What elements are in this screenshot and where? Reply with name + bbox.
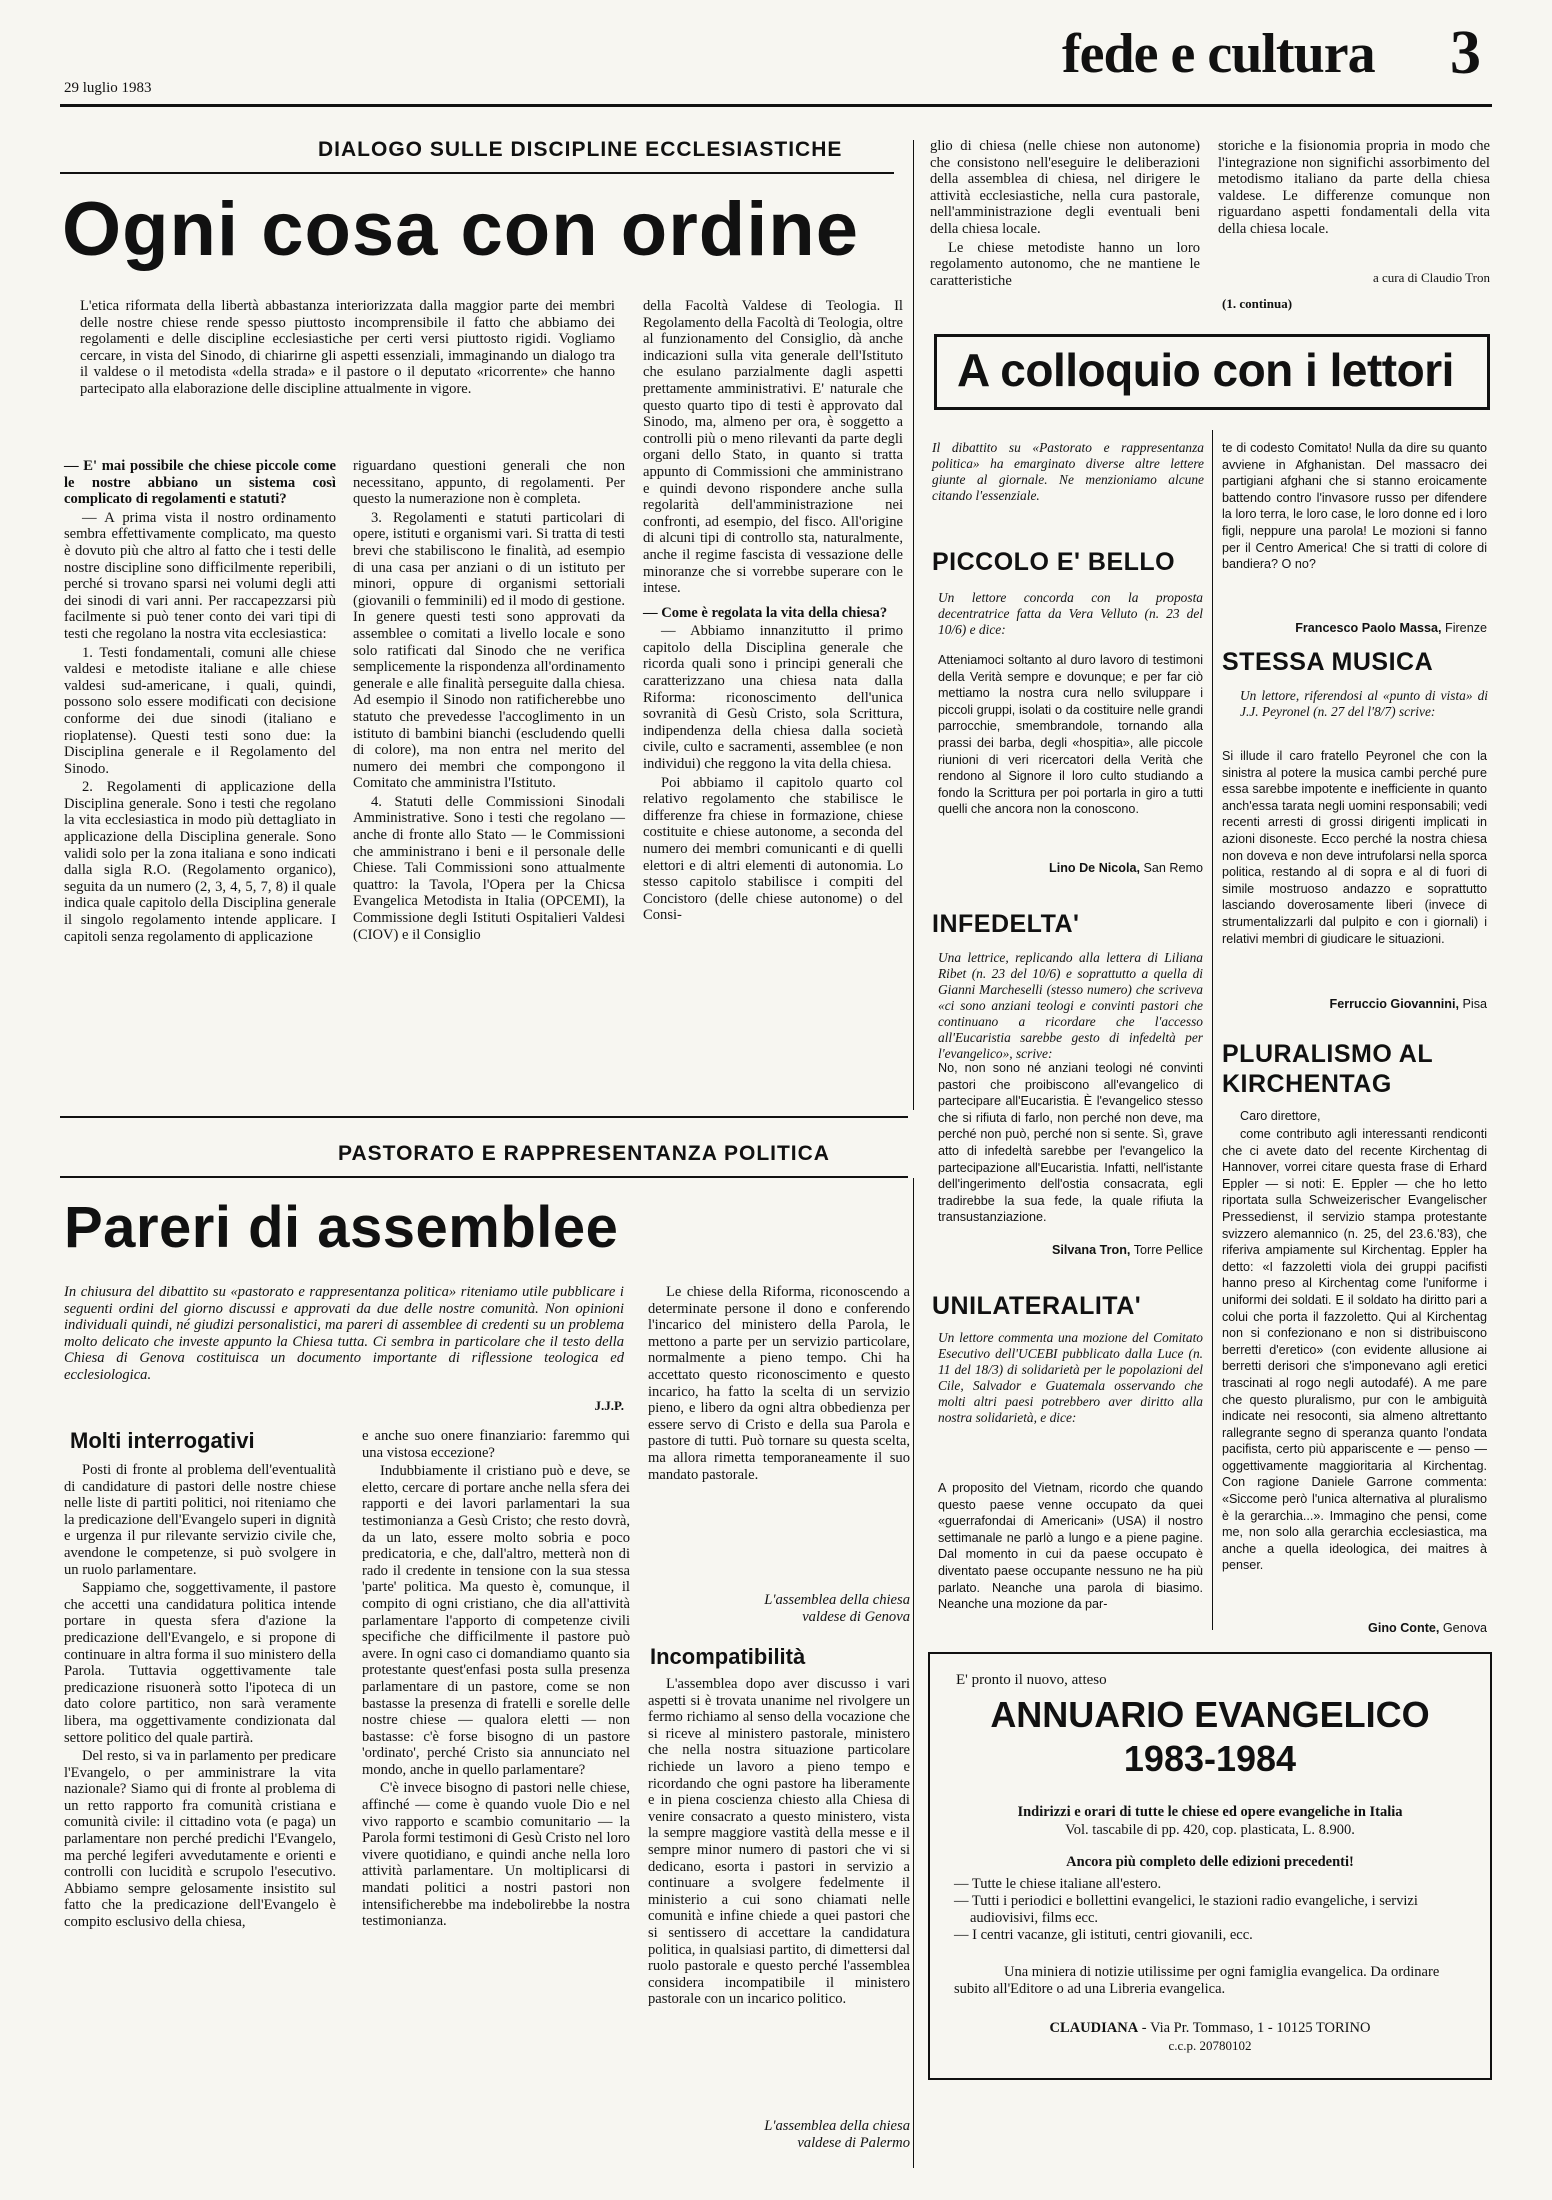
article2-sub1: Molti interrogativi xyxy=(70,1428,255,1453)
signature-line: valdese di Palermo xyxy=(797,2134,910,2151)
ad-line3: Una miniera di notizie utilissime per ogni famiglia evangelica. Da ordinare subito all'Editore o ad una Libreria evangelica. xyxy=(954,1964,1440,1997)
ad-bold1: Indirizzi e orari di tutte le chiese ed opere evangeliche in Italia xyxy=(1017,1804,1403,1820)
paragraph: storiche e la fisionomia propria in modo che l'integrazione non significhi assorbimento del metodismo italiano da parte della chiesa valdese. Le differenze comunque non riguardano aspetti fondamentali della vita della chiesa locale. xyxy=(1218,138,1490,237)
paragraph: Posti di fronte al problema dell'eventualità di candidature di pastori delle nostre chiese nelle liste di partiti politici, noi riteniamo che la predicazione dell'Evangelo superi in dignità e urgenza il pur rilevante servizio civile che, avendone le competenze, si può svolgere in un ruolo parlamentare. xyxy=(64,1462,336,1578)
article1-col5 xyxy=(1218,138,1490,240)
stessa-body: Si illude il caro fratello Peyronel che con la sinistra al potere la musica cambi perché pure essa sarebbe impotente e inefficiente in quanto anch'essa tarata negli uomini responsabili; vedi recenti arresti di grossi dirigenti implicati in azioni disoneste. Ecco perché la nostra chiesa non doveva e non deve intrufolarsi nella sporca politica, restando al di sopra e al di fuori di simile mostruoso andazzo e soprattutto lasciando doverosamente liberi (invece di strumentalizzarli dal pulpito e con i giornali) i relativi membri di giudicare le situazioni. xyxy=(1222,749,1487,946)
signature-place: Genova xyxy=(1442,1621,1487,1635)
infedelta-heading: INFEDELTA' xyxy=(932,910,1080,938)
piccolo-heading: PICCOLO E' BELLO xyxy=(932,548,1176,576)
article1-kicker-rule xyxy=(60,172,894,174)
letters-title: A colloquio con i lettori xyxy=(957,344,1454,396)
article2-kicker: PASTORATO E RAPPRESENTANZA POLITICA xyxy=(338,1142,830,1165)
paragraph: glio di chiesa (nelle chiese non autonome) che consistono nell'eseguire le deliberazioni della assemblea di chiesa, nel dirigere le attività ecclesiastiche, nella cura pastorale, nell'amministrazione degli eventuali beni della chiesa locale. xyxy=(930,138,1200,237)
paragraph: Sappiamo che, soggettivamente, il pastore che accetti una candidatura politica intende portare in questa sfera d'azione la predicazione dell'Evangelo, e si propone di continuare in altra forma il suo ministero della Parola. Tuttavia oggettivamente tale predicazione risuonerà sotto l'ipoteca di un dato colore partitico, non sarà veramente libera, ma oggettivamente condizionata dal settore politico del quale partirà. xyxy=(64,1580,336,1746)
paragraph: — Abbiamo innanzitutto il primo capitolo della Disciplina generale che ricorda quali sono i principi generali che caratterizzano una chiesa nata dalla Riforma: riconoscimento dell'unica sovranità di Gesù Cristo, sola Scrittura, indipendenza della chiesa dalla società civile, culto e sacramenti, assemblee (e non individui) che reggono la vita della chiesa. xyxy=(643,623,903,773)
signature-name: Lino De Nicola, xyxy=(1049,861,1140,875)
pluralismo-heading-line2: KIRCHENTAG xyxy=(1222,1070,1392,1098)
paragraph: C'è invece bisogno di pastori nelle chiese, affinché — come è quando vuole Dio e nel vivo rapporto e scambio comunitario — la Parola formi testimoni di Gesù Cristo nel loro vivere quotidiano, e quindi anche nella loro attività parlamentare. Un moltiplicarsi di mandati politici a nostri pastori non intensificherebbe ma indebolirebbe la nostra testimonianza. xyxy=(362,1780,630,1930)
ad-list xyxy=(954,1876,1466,1944)
article2-divider xyxy=(913,1178,914,2168)
stessa-heading: STESSA MUSICA xyxy=(1222,648,1434,676)
infedelta-body: No, non sono né anziani teologi né convinti pastori che proibiscono all'evangelico di partecipare all'Eucaristia. È l'evangelico stesso che si rifiuta di farlo, non perché non deve, ma perché non può, perché non si sente. Sì, grave atto di infedeltà sarebbe per l'evangelico la partecipazione all'Eucaristia. Infatti, nell'istante dell'ingerimento dell'ostia consacrata, egli tradirebbe la sua fede, la quale rifiuta la transustanziazione. xyxy=(938,1061,1203,1225)
paragraph: 4. Statuti delle Commissioni Sinodali Amministrative. Sono i testi che regolano — anche di fronte allo Stato — le Commissioni che amministrano i beni e il personale delle Chiese. Tali Commissioni sono attualmente quattro: la Tavola, l'Opera per la Chicsa Evangelica Metodista in Italia (OPCEMI), la Commissione degli Istituti Ospitalieri Valdesi (CIOV) e il Consiglio xyxy=(353,793,625,943)
ad-title-1: ANNUARIO EVANGELICO xyxy=(990,1694,1430,1735)
page-number: 3 xyxy=(1450,19,1481,87)
stessa-signature xyxy=(1222,996,1487,1013)
paragraph: e anche suo onere finanziario: faremmo qui una vistosa eccezione? xyxy=(362,1428,630,1461)
article1-title: Ogni cosa con ordine xyxy=(62,187,859,272)
pluralismo-heading-line1: PLURALISMO AL xyxy=(1222,1040,1434,1068)
article2-col3b-sig xyxy=(648,2118,910,2151)
ad-publisher: CLAUDIANA xyxy=(1049,2020,1139,2036)
article2-intro: In chiusura del dibattito su «pastorato e rappresentanza politica» riteniamo utile pubblicare i seguenti ordini del giorno discussi e approvati da due delle nostre comunità. Non opinioni individuali quindi, né giudizi personalistici, ma pareri di assemblee di credenti su un problema molto delicato che investe appunto la Chiesa tutta. Ci sembra in particolare che il testo della Chiesa di Genova costituisca un documento importante di riflessione teologica ed ecclesiologica. xyxy=(64,1284,624,1383)
ad-ccp: c.c.p. 20780102 xyxy=(1168,2038,1252,2053)
ad-bold2: Ancora più completo delle edizioni precedenti! xyxy=(1066,1854,1354,1870)
ad-line1: E' pronto il nuovo, atteso xyxy=(956,1672,1107,1688)
piccolo-lead: Un lettore concorda con la proposta decentratrice fatta da Vera Velluto (n. 23 del 10/6) e dice: xyxy=(938,590,1203,637)
paragraph: Le chiese metodiste hanno un loro regolamento autonomo, che ne mantiene le caratteristiche xyxy=(930,239,1200,289)
signature-name: Gino Conte, xyxy=(1368,1621,1440,1635)
ad-publisher-line xyxy=(930,2020,1490,2037)
paragraph: — A prima vista il nostro ordinamento sembra effettivamente complicato, ma questo è dovuto più che altro al fatto che i testi delle nostre discipline sono difficilmente reperibili, perché si trovano sparsi nei volumi degli atti dei sinodi di vari anni. Per raccapezzarsi più facilmente si può tener conto dei vari tipi di testi che regolano la nostra vita ecclesiastica: xyxy=(64,509,336,642)
list-item: — I centri vacanze, gli istituti, centri giovanili, ecc. xyxy=(954,1927,1253,1943)
question: — Come è regolata la vita della chiesa? xyxy=(643,604,888,621)
article1-divider xyxy=(913,140,914,1110)
pluralismo-signature xyxy=(1222,1620,1487,1637)
article2-col1 xyxy=(64,1462,336,1933)
article1-continued: (1. continua) xyxy=(1222,296,1293,311)
paragraph: Del resto, si va in parlamento per predicare l'Evangelo, o per amministrare la vita nazionale? Siamo qui di fronte al problema di un retto rapporto fra comunità cristiana e comunità civile: il cittadino vota (e paga) un parlamentare non perché predichi l'Evangelo, ma perché legiferi avvedutamente e orienti e controlli con lucidità e scrupolo l'esecutivo. Abbiamo sempre gelosamente insistito sul fatto che la predicazione dell'Evangelo è compito esclusivo della chiesa, xyxy=(64,1748,336,1931)
infedelta-signature xyxy=(1000,1242,1203,1259)
unilateralita-body: A proposito del Vietnam, ricordo che quando questo paese venne occupato da quei «guerrafondai di Americani» (USA) il nostro settimanale ne parlò a lungo e a piene pagine. Dal momento in cui da paese occupato è diventato paese occupante nessuno ne ha più parlato. Neanche una parola di biasimo. Neanche una mozione da par- xyxy=(938,1481,1203,1612)
article1-byline: a cura di Claudio Tron xyxy=(1373,270,1490,285)
pluralismo-body: come contributo agli interessanti rendiconti che ci avete dato del recente Kirchentag di Hannover, vorrei citare questa frase di Erhard Eppler — si noti: E. Eppler — che ho letto riportata sulla Schweizerischer Evangelischer Pressedienst, il servizio stampa protestante svizzero alemannico (n. 25, del 23.6.'83), che riferiva ampiamente sul Kirchentag. Eppler ha detto: «I fazzoletti viola dei gruppi pacifisti hanno preso al Kirchentag come l'uniforme i uniformi dei soldati. E il soldato ha diritto pari a colui che porta il fazzoletto. Qui al Kirchentag non si confezionano e non si distribuiscono berretti d'eretico» (con evidente allusione ai berretti derisori che s'imponevano agli eretici trascinati al rogo negli autodafé). A me pare che questo pluralismo, pur con le ambiguità indicate nei resoconti, sia almeno altrettanto rallegrante segno di speranza quanto l'ondata pacifista, certo più appariscente e — penso — oggettivamente maggioritaria al Kirchentag. Con ragione Daniele Garrone commenta: «Siccome però l'unica alternativa al pluralismo è la gerarchia...». Immagino che pensi, come me, non solo alla gerarchia ecclesiastica, ma anche a quella ideologica, dei maitres à penser. xyxy=(1222,1127,1487,1573)
annuario-ad xyxy=(928,1652,1492,2080)
letters-intro: Il dibattito su «Pastorato e rappresentanza politica» ha emarginato diverse altre lettere giunte al giornale. Ne menzioniamo alcune citando l'essenziale. xyxy=(932,440,1204,503)
article1-col2 xyxy=(353,458,625,945)
signature-line: L'assemblea della chiesa xyxy=(764,1592,910,1608)
ad-line2: Vol. tascabile di pp. 420, cop. plasticata, L. 8.900. xyxy=(1065,1822,1355,1838)
article1-col4 xyxy=(930,138,1200,291)
paragraph: Poi abbiamo il capitolo quarto col relativo regolamento che stabilisce le differenze fra chiese in formazione, chiese costituite e chiese autonome, a seconda del numero dei membri comunicanti e di quelli elettori e di altri elementi di autonomia. Lo stesso capitolo stabilisce i compiti del Concistoro (delle chiese autonome) o del Consi- xyxy=(643,774,903,924)
paragraph: 1. Testi fondamentali, comuni alle chiese valdesi e metodiste italiane e alle chiese valdesi sud-americane, i quali, quindi, possono solo essere modificati con decisione conforme dei due sinodi (italiano e rioplatense). Questi testi sono due: la Disciplina generale e il Regolamento del Sinodo. xyxy=(64,644,336,777)
question: — E' mai possibile che chiese piccole come le nostre abbiano un sistema così complicato di regolamenti e statuti? xyxy=(64,458,336,508)
signature-line: valdese di Genova xyxy=(802,1608,910,1625)
signature-place: Firenze xyxy=(1445,621,1487,635)
signature-line: L'assemblea della chiesa xyxy=(764,2118,910,2134)
paragraph: 2. Regolamenti di applicazione della Disciplina generale. Sono i testi che regolano la vita ecclesiastica in modo più dettagliato in applicazione della Disciplina generale. Sono validi solo per la zona italiana e sono indicati dalla sigla R.O. (Regolamento organico), seguita da un numero (2, 3, 4, 5, 7, 8) il quale indica quale capitolo della Disciplina generale il singolo regolamento intende applicare. I capitoli senza regolamento di applicazione xyxy=(64,779,336,945)
article2-sub2: Incompatibilità xyxy=(650,1644,806,1669)
paragraph: riguardano questioni generali che non necessitano, appunto, di regolamenti. Per questo la numerazione non è completa. xyxy=(353,458,625,508)
signature-name: Silvana Tron, xyxy=(1052,1243,1131,1257)
article2-top-rule xyxy=(60,1116,908,1118)
stessa-lead: Un lettore, riferendosi al «punto di vista» di J.J. Peyronel (n. 27 del l'8/7) scrive: xyxy=(1240,688,1488,719)
letters-col-right-top: te di codesto Comitato! Nulla da dire su quanto avviene in Afghanistan. Del massacro dei partigiani afghani che si stanno eroicamente battendo contro l'invasore russo per difendere la loro terra, le loro case, le loro donne ed i loro figli, neppure una parola! Le mozioni si fanno per il Centro America! Che si tratti di colore di bandiera? O no? xyxy=(1222,441,1487,572)
signature-name: Francesco Paolo Massa, xyxy=(1295,621,1442,635)
pluralismo-salute: Caro direttore, xyxy=(1240,1109,1321,1123)
masthead-rule xyxy=(60,104,1492,107)
signature-name: Ferruccio Giovannini, xyxy=(1329,997,1459,1011)
paragraph: Indubbiamente il cristiano può e deve, se eletto, cercare di portare anche nella sfera dei rapporti e dei lavori parlamentari la sua testimonianza a Gesù Cristo; che resto dovrà, da un lato, essere molto sobria e poco predicatoria, e che, dall'altro, metterà non di rado il credente in tensione con la sua stessa 'parte' politica. Ma questo è, comunque, il compito di ogni cristiano, che dia all'attività parlamentare l'apporto di competenze civili specifiche che difficilmente il pastore può avere. In ogni caso ci domandiamo quanto sia protestante quest'enfasi posta sulla presenza parlamentare di un pastore, come se non bastasse la presenza di fratelli e sorelle delle nostre chiese — qualora eletti — non bastasse: c'è forse bisogno di un pastore 'ordinato', perché Cristo sia annunciato nel mondo, anche in quello parlamentare? xyxy=(362,1463,630,1778)
article1-col1 xyxy=(64,458,336,947)
letters-title-box xyxy=(934,334,1490,410)
paragraph: 3. Regolamenti e statuti particolari di opere, istituti e organismi vari. Si tratta di testi brevi che stabiliscono le finalità, ad esempio di una casa per anziani o di un istituto per minori, oppure di organismi settoriali (giovanili o femminili) ed il modo di gestione. In genere questi testi sono approvati da assemblee o comitati a livello locale e sono solo ratificati dal Sinodo che ne verifica semplicemente la rispondenza all'ordinamento generale e alle finalità perseguite dalla chiesa. Ad esempio il Sinodo non ratificherebbe uno statuto che prevedesse l'accoglimento in un istituto di bambini bianchi (escludendo quelli di colore), ma non entra nel merito del numero dei membri che compongono il Comitato che amministra l'Istituto. xyxy=(353,509,625,792)
issue-date: 29 luglio 1983 xyxy=(64,80,152,96)
letters-divider xyxy=(1212,430,1213,1630)
ad-address: - Via Pr. Tommaso, 1 - 10125 TORINO xyxy=(1141,2020,1371,2036)
article2-col3a-sig xyxy=(648,1592,910,1625)
ad-title-2: 1983-1984 xyxy=(1123,1738,1297,1779)
article2-kicker-rule xyxy=(60,1176,908,1178)
article2-col3b: L'assemblea dopo aver discusso i vari aspetti si è trovata unanime nel rivolgere un fermo richiamo al senso della vocazione che si riceve al ministero pastorale, ministero che nella nostra situazione particolare richiede un lavoro a pieno tempo e ricordando che ogni pastore ha liberamente e in piena coscienza chiesto alla Chiesa di venire consacrato a questo ministero, vista la sempre maggiore vastità della messe e il sempre minor numero di pastori che vi si dedicano, esorta i pastori in servizio a continuare a svolgere fedelmente il ministerio a cui sono chiamati nelle comunità e infine chiede a quei pastori che si sentissero di accettare la candidatura politica, in qualsiasi partito, di dimettersi dal ruolo pastorale e questo perché l'assemblea considera incompatibile il ministero pastorale con un incarico politico. xyxy=(648,1676,910,2008)
infedelta-lead: Una lettrice, replicando alla lettera di Liliana Ribet (n. 23 del 10/6) e soprattutto a quella di Gianni Marcheselli (stesso numero) che scriveva «ci sono anziani teologi e convinti pastori che continuano a ricordare che l'accesso all'Eucaristia sarebbe gesto di infedeltà per l'evangelico», scrive: xyxy=(938,950,1203,1061)
signature-place: San Remo xyxy=(1143,861,1203,875)
piccolo-body: Atteniamoci soltanto al duro lavoro di testimoni della Verità sempre e dovunque; e per far ciò mettiamo la nostra cura nello sviluppare i piccoli gruppi, isolati o da costituire nelle grandi parrocchie, smembrandole, tornando alla prassi dei barba, degli «hospitia», alle piccole riunioni di veri ricercatori della Verità che rendono al Signore il loro culto studiando a fondo la Scrittura per poi portarla in giro a tutti quelli che ancora non la conoscono. xyxy=(938,653,1203,817)
piccolo-signature xyxy=(1000,860,1203,877)
unilateralita-lead: Un lettore commenta una mozione del Comitato Esecutivo dell'UCEBI pubblicato dalla Luce (n. 11 del 18/3) di solidarietà per le popolazioni del Cile, Salvador e Guatemala osservando che molti altri paesi potrebbero aver diritto alla nostra solidarietà, e dice: xyxy=(938,1330,1203,1425)
article2-title: Pareri di assemblee xyxy=(64,1195,619,1260)
signature-place: Pisa xyxy=(1462,997,1487,1011)
massa-signature xyxy=(1222,620,1487,637)
article2-col2 xyxy=(362,1428,630,1932)
unilateralita-heading: UNILATERALITA' xyxy=(932,1292,1142,1320)
article1-col3 xyxy=(643,298,903,926)
article1-intro: L'etica riformata della libertà abbastanza interiorizzata dalla maggior parte dei membri delle nostre chiese rende spesso piuttosto incomprensibile il fatto che abbiamo dei regolamenti e delle discipline ecclesiastiche per certi versi piuttosto rigidi. Vogliamo cercare, in vista del Sinodo, di chiarirne gli aspetti essenziali, immaginando un dialogo tra il valdese o il metodista «della strada» e il pastore o il deputato «ricorrente» che hanno partecipato alla elaborazione delle discipline attualmente in vigore. xyxy=(80,298,615,397)
article2-intro-signature: J.J.P. xyxy=(594,1398,624,1413)
signature-place: Torre Pellice xyxy=(1133,1243,1203,1257)
section-title: fede e cultura xyxy=(1062,23,1375,85)
article1-kicker: DIALOGO SULLE DISCIPLINE ECCLESIASTICHE xyxy=(318,138,843,161)
article2-col3a: Le chiese della Riforma, riconoscendo a determinate persone il dono e conferendo l'incarico del ministero della Parola, le mettono a parte per un servizio particolare, normalmente a pieno tempo. Chi ha accettato questo riconoscimento e questo incarico, ha fatto la scelta di un servizio pieno, e libero da ogni altra obbedienza per essere servo di Cristo e della sua Parola e pastore di tutti. Può tornare su questa scelta, ma allora rimetta temporaneamente il suo mandato pastorale. xyxy=(648,1284,910,1483)
paragraph: della Facoltà Valdese di Teologia. Il Regolamento della Facoltà di Teologia, oltre al funzionamento del Consiglio, dà anche indicazioni sulla vita generale dell'Istituto che esulano parzialmente dagli aspetti prettamente amministrativi. E' naturale che questo quarto tipo di testi è approvato dal Sinodo, ma, almeno per ora, è soggetto a controlli più o meno rilevanti da parte degli organi dello Stato, in quanto si tratta appunto di Commissioni che amministrano e quindi devono rispondere anche sulla regolarità dell'amministrazione nei confronti, ad esempio, del fisco. All'origine di alcuni tipi di controllo sta, naturalmente, anche il regime fascista di vessazione delle minoranze che si vorrebbe superare con le intese. xyxy=(643,298,903,597)
list-item: — Tutte le chiese italiane all'estero. xyxy=(954,1876,1162,1892)
list-item: — Tutti i periodici e bollettini evangelici, le stazioni radio evangeliche, i servizi audiovisivi, films ecc. xyxy=(954,1893,1418,1926)
